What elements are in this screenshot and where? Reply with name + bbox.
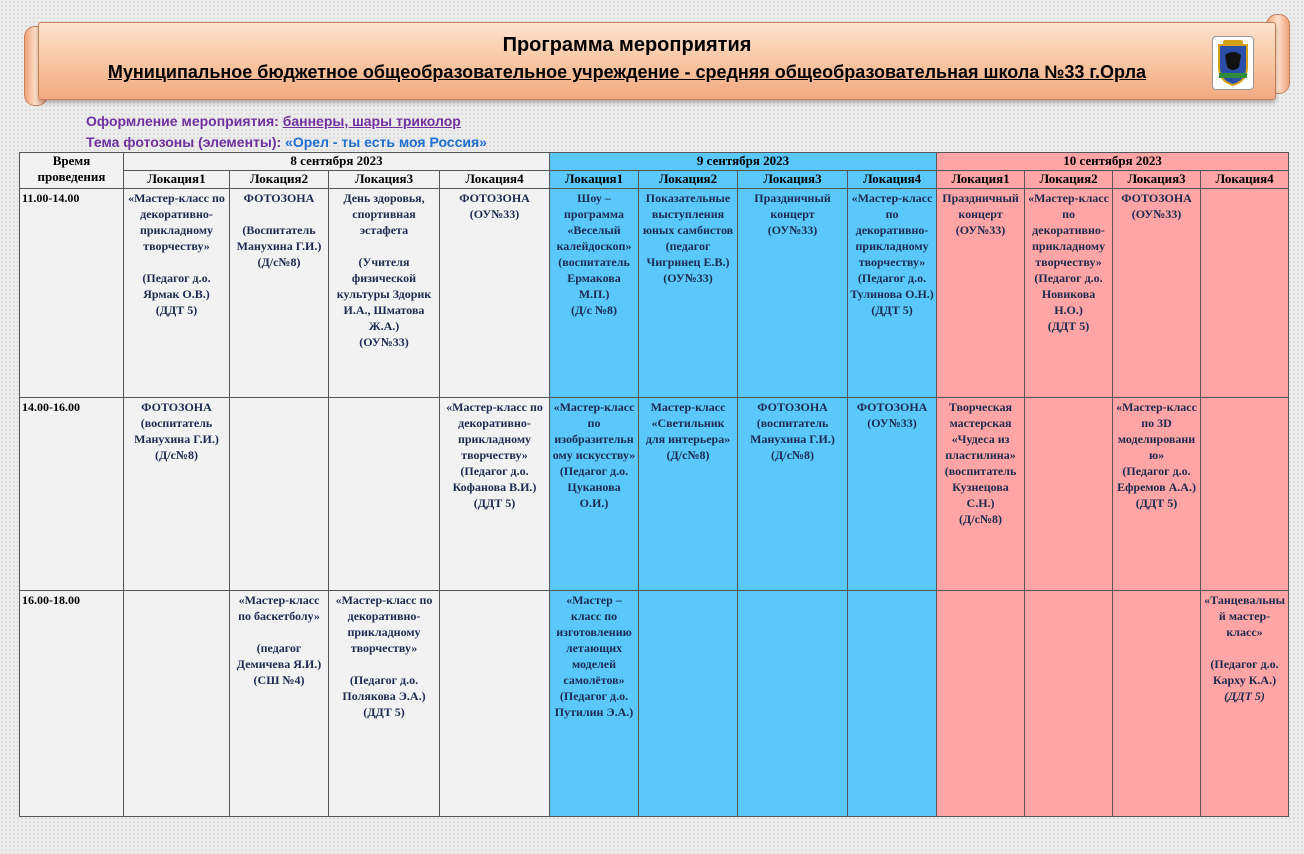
event-cell: Показательные выступления юных самбистов (педагог Чигринец Е.В.) (ОУ№33) <box>639 189 738 398</box>
table-row <box>20 591 1289 817</box>
photozone-label: Тема фотозоны (элементы): <box>86 134 286 150</box>
title-scroll-banner <box>24 14 1290 106</box>
table-row <box>20 189 1289 398</box>
location-header: Локация4 <box>1201 171 1289 189</box>
photozone-info <box>86 134 487 150</box>
event-cell: «Мастер – класс по изготовлению летающих моделей самолётов» (Педагог д.о. Путилин Э.А.) <box>550 591 639 817</box>
school-name: Муниципальное бюджетное общеобразовательное учреждение - средняя общеобразовательная школа №33 г.Орла <box>107 62 1147 82</box>
event-cell: Мастер-класс «Светильник для интерьера» (Д/с№8) <box>639 398 738 591</box>
event-cell: «Мастер-класс по баскетболу» (педагог Демичева Я.И.) (СШ №4) <box>230 591 329 817</box>
event-cell <box>937 591 1025 817</box>
location-header: Локация4 <box>440 171 550 189</box>
location-header: Локация3 <box>1113 171 1201 189</box>
location-header: Локация1 <box>550 171 639 189</box>
event-venue: (ДДТ 5) <box>1224 689 1265 703</box>
event-cell: «Мастер-класс по 3D моделированию» (Педагог д.о. Ефремов А.А.) (ДДТ 5) <box>1113 398 1201 591</box>
event-cell: «Мастер-класс по декоративно-прикладному творчеству» (Педагог д.о. Новикова Н.О.) (ДДТ 5) <box>1025 189 1113 398</box>
event-cell <box>1201 398 1289 591</box>
page-title: Программа мероприятия <box>502 34 752 56</box>
event-cell <box>440 591 550 817</box>
location-header: Локация2 <box>1025 171 1113 189</box>
location-header: Локация1 <box>937 171 1025 189</box>
location-header: Локация1 <box>124 171 230 189</box>
location-header: Локация3 <box>329 171 440 189</box>
coat-of-arms-icon <box>1212 36 1254 90</box>
event-cell: ФОТОЗОНА (ОУ№33) <box>440 189 550 398</box>
location-header: Локация4 <box>848 171 937 189</box>
photozone-value: «Орел - ты есть моя Россия» <box>285 134 487 150</box>
time-cell: 11.00-14.00 <box>20 189 124 398</box>
event-cell: «Мастер-класс по изобразительному искусству» (Педагог д.о. Цуканова О.И.) <box>550 398 639 591</box>
decoration-info <box>86 113 461 129</box>
decoration-value: баннеры, шары триколор <box>282 113 461 129</box>
event-cell: «Мастер-класс по декоративно-прикладному творчеству» (Педагог д.о. Кофанова В.И.) (ДДТ 5) <box>440 398 550 591</box>
location-header: Локация3 <box>738 171 848 189</box>
event-cell: ФОТОЗОНА (воспитатель Манухина Г.И.) (Д/с№8) <box>124 398 230 591</box>
event-cell <box>1113 591 1201 817</box>
event-cell: Творческая мастерская «Чудеса из пластилина» (воспитатель Кузнецова С.Н.) (Д/с№8) <box>937 398 1025 591</box>
event-cell <box>639 591 738 817</box>
event-cell <box>1025 591 1113 817</box>
time-header: Время проведения <box>20 153 124 189</box>
event-text: «Танцевальный мастер-класс» (Педагог д.о. Карху К.А.) <box>1204 593 1285 687</box>
event-cell: «Мастер-класс по декоративно-прикладному творчеству» (Педагог д.о. Тулинова О.Н.) (ДДТ 5) <box>848 189 937 398</box>
event-cell: Шоу – программа «Веселый калейдоскоп» (воспитатель Ермакова М.П.) (Д/с №8) <box>550 189 639 398</box>
event-cell: День здоровья, спортивная эстафета (Учителя физической культуры Здорик И.А., Шматова Ж.А.) (ОУ№33) <box>329 189 440 398</box>
day-header-3: 10 сентября 2023 <box>937 153 1289 171</box>
day-header-1: 8 сентября 2023 <box>124 153 550 171</box>
event-cell: ФОТОЗОНА (ОУ№33) <box>1113 189 1201 398</box>
event-cell <box>124 591 230 817</box>
time-cell: 14.00-16.00 <box>20 398 124 591</box>
event-cell <box>1025 398 1113 591</box>
event-cell <box>1201 189 1289 398</box>
event-cell <box>230 398 329 591</box>
table-row <box>20 398 1289 591</box>
schedule-table <box>19 152 1289 817</box>
location-header: Локация2 <box>230 171 329 189</box>
event-cell <box>738 591 848 817</box>
day-header-2: 9 сентября 2023 <box>550 153 937 171</box>
event-cell: ФОТОЗОНА (Воспитатель Манухина Г.И.) (Д/с№8) <box>230 189 329 398</box>
location-header: Локация2 <box>639 171 738 189</box>
event-cell <box>848 591 937 817</box>
event-cell-dance <box>1201 591 1289 817</box>
event-cell: «Мастер-класс по декоративно-прикладному творчеству» (Педагог д.о. Полякова Э.А.) (ДДТ 5) <box>329 591 440 817</box>
event-cell: ФОТОЗОНА (ОУ№33) <box>848 398 937 591</box>
event-cell: Праздничный концерт (ОУ№33) <box>738 189 848 398</box>
event-cell: Праздничный концерт (ОУ№33) <box>937 189 1025 398</box>
event-cell <box>329 398 440 591</box>
time-cell: 16.00-18.00 <box>20 591 124 817</box>
decoration-label: Оформление мероприятия: <box>86 113 283 129</box>
event-cell: ФОТОЗОНА (воспитатель Манухина Г.И.) (Д/с№8) <box>738 398 848 591</box>
event-cell: «Мастер-класс по декоративно-прикладному творчеству» (Педагог д.о. Ярмак О.В.) (ДДТ 5) <box>124 189 230 398</box>
